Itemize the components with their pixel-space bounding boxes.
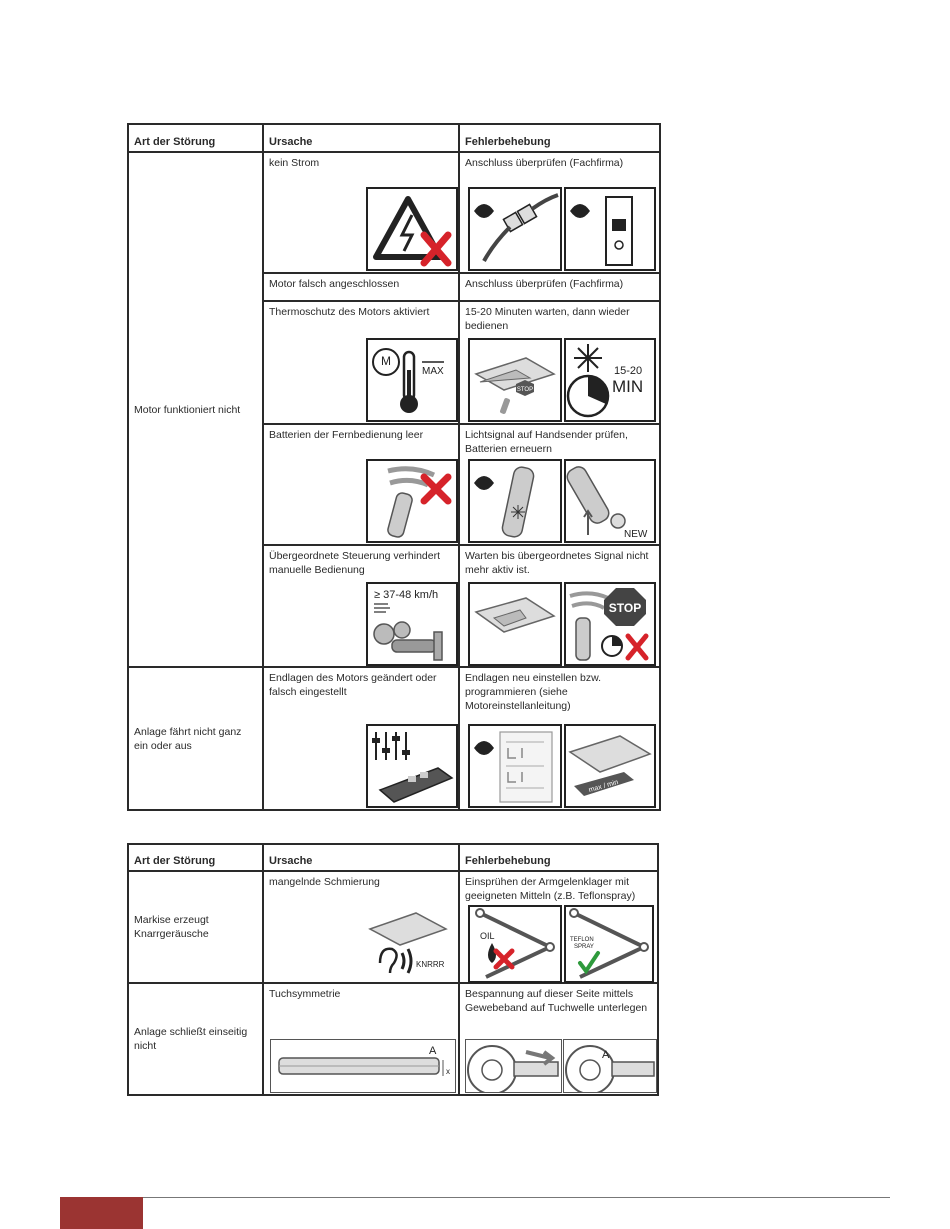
fix-text: Warten bis übergeordnetes Signal nicht mehr aktiv ist. xyxy=(465,550,649,576)
awning-icon xyxy=(468,582,562,666)
fix-text: Endlagen neu einstellen bzw. programmieren (siehe Motoreinstellanleitung) xyxy=(465,672,602,712)
tape-applied-icon xyxy=(563,1039,657,1093)
high-voltage-icon xyxy=(366,187,458,271)
cause-cell xyxy=(263,667,459,810)
fix-cell xyxy=(459,545,660,667)
eye-breaker-icon xyxy=(564,187,656,271)
table-row xyxy=(128,871,658,983)
cause-cell xyxy=(263,301,459,424)
header-fault: Art der Störung xyxy=(128,124,263,152)
fix-text: Einsprühen der Armgelenklager mit geeigneten Mitteln (z.B. Teflonspray) xyxy=(465,876,636,902)
teflon-spray-icon xyxy=(564,905,654,983)
svg-text:KNRRR: KNRRR xyxy=(416,960,445,969)
stop-signal-icon xyxy=(564,582,656,666)
table-row xyxy=(128,152,660,273)
table-row xyxy=(128,983,658,1095)
svg-text:STOP: STOP xyxy=(608,601,642,615)
fix-cell xyxy=(459,301,660,424)
svg-text:max / min: max / min xyxy=(588,779,620,795)
fault-end-position: Anlage fährt nicht ganz ein oder aus xyxy=(128,667,263,810)
cause-text: Batterien der Fernbedienung leer xyxy=(269,429,424,441)
eye-remote-signal-icon xyxy=(468,459,562,543)
fault-motor: Motor funktioniert nicht xyxy=(128,152,263,667)
header-fix: Fehlerbehebung xyxy=(459,124,660,152)
svg-text:SPRAY: SPRAY xyxy=(574,944,594,950)
fix-text: 15-20 Minuten warten, dann wieder bedienen xyxy=(465,306,630,332)
troubleshooting-table-2 xyxy=(127,843,659,1096)
svg-text:OIL: OIL xyxy=(480,931,495,941)
fix-text: Lichtsignal auf Handsender prüfen, Batterien erneuern xyxy=(465,429,628,455)
eye-manual-icon xyxy=(468,724,562,808)
header-fault: Art der Störung xyxy=(128,844,263,871)
cause-cell xyxy=(263,871,459,983)
cause-text: mangelnde Schmierung xyxy=(269,876,380,888)
eye-plug-icon xyxy=(468,187,562,271)
fix-text: Anschluss überprüfen (Fachfirma) xyxy=(459,273,660,301)
cause-text: Thermoschutz des Motors aktiviert xyxy=(269,306,430,318)
fix-cell xyxy=(459,424,660,545)
svg-text:A: A xyxy=(429,1045,437,1057)
svg-text:NEW: NEW xyxy=(624,529,648,540)
svg-text:TEFLON: TEFLON xyxy=(570,937,594,943)
svg-text:STOP: STOP xyxy=(516,387,534,393)
snowflake-timer-icon xyxy=(564,338,656,422)
motor-thermometer-icon xyxy=(366,338,458,422)
fix-cell xyxy=(459,667,660,810)
cause-text: Endlagen des Motors geändert oder falsch eingestellt xyxy=(269,672,437,698)
svg-text:x: x xyxy=(446,1067,450,1076)
header-cause: Ursache xyxy=(263,124,459,152)
oil-not-allowed-icon xyxy=(468,905,562,983)
svg-text:≥ 37-48 km/h: ≥ 37-48 km/h xyxy=(374,589,439,601)
remote-battery-empty-icon xyxy=(366,459,458,543)
svg-text:MAX: MAX xyxy=(422,366,444,377)
fix-cell xyxy=(459,152,660,273)
footer-accent-block xyxy=(60,1197,143,1229)
troubleshooting-table-1 xyxy=(127,123,661,811)
header-cause: Ursache xyxy=(263,844,459,871)
fix-cell xyxy=(459,871,658,983)
cause-text: Tuchsymmetrie xyxy=(269,988,341,1000)
wind-sensor-icon xyxy=(366,582,458,666)
awning-noise-icon xyxy=(366,903,454,979)
svg-text:A: A xyxy=(602,1049,610,1061)
fault-one-side: Anlage schließt einseitig nicht xyxy=(128,983,263,1095)
cause-cell xyxy=(263,152,459,273)
battery-replace-icon xyxy=(564,459,656,543)
header-fix: Fehlerbehebung xyxy=(459,844,658,871)
awning-stop-icon xyxy=(468,338,562,422)
fault-creaking: Markise erzeugt Knarrgeräusche xyxy=(128,871,263,983)
fix-text: Anschluss überprüfen (Fachfirma) xyxy=(465,157,624,169)
fabric-roller-icon xyxy=(270,1039,456,1093)
tape-roller-icon xyxy=(465,1039,562,1093)
footer-divider xyxy=(60,1197,890,1198)
awning-end-positions-icon xyxy=(564,724,656,808)
table-row xyxy=(128,667,660,810)
table-header-row xyxy=(128,844,658,871)
cause-text: Übergeordnete Steuerung verhindert manuelle Bedienung xyxy=(269,550,441,576)
cause-text: Motor falsch angeschlossen xyxy=(263,273,459,301)
svg-text:M: M xyxy=(381,354,391,368)
svg-text:15-20: 15-20 xyxy=(614,365,643,377)
svg-text:MIN: MIN xyxy=(612,377,644,396)
cause-text: kein Strom xyxy=(269,157,320,169)
fix-cell xyxy=(459,983,658,1095)
motor-settings-icon xyxy=(366,724,458,808)
fix-text: Bespannung auf dieser Seite mittels Gewebeband auf Tuchwelle unterlegen xyxy=(465,988,648,1014)
cause-cell xyxy=(263,545,459,667)
table-header-row xyxy=(128,124,660,152)
cause-cell xyxy=(263,424,459,545)
cause-cell xyxy=(263,983,459,1095)
